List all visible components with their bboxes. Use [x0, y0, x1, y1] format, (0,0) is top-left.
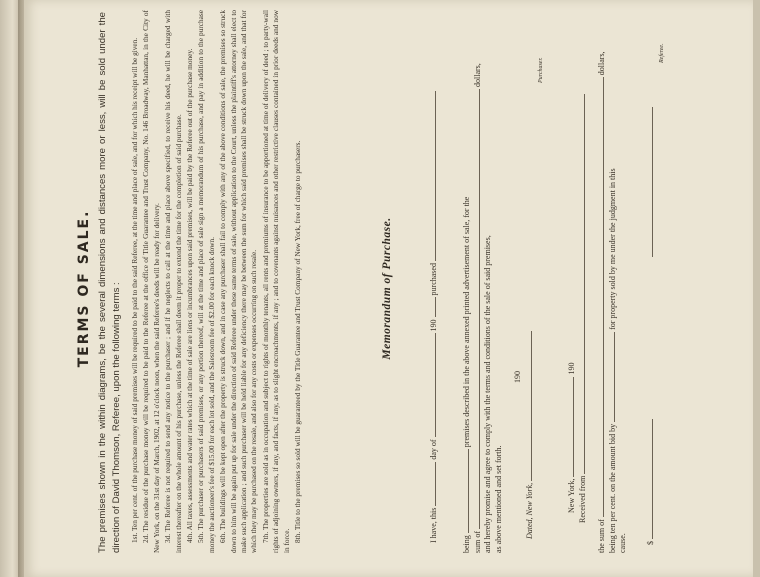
terms-intro: The premises shown in the within diagrams, be the several dimensions and distances more or less, will be sold under the direction of David Thomson, Referee, upon the following terms : — [97, 12, 122, 553]
memo-line1-prefix: I have, this — [429, 507, 438, 543]
new-york-row — [565, 4, 576, 553]
year-b: 190 — [567, 362, 576, 375]
purchaser-label: Purchaser. — [538, 57, 544, 83]
right-page-edge — [753, 0, 760, 577]
dated-row — [523, 4, 534, 553]
clause-7: 7th. The properties are sold as in occupation and subject to rights of monthly tenants, all rents and premiums of insurance to be apportioned at time of delivery of deed ; to party-wall rights of adjoining owners, if any, and facts, if any, as to slight encroachments, if any ; and to covenants against nuisances and other restrictive clauses contained in prior deeds and now in force. — [260, 10, 291, 553]
year-a: 190 — [513, 371, 522, 383]
memo-line-4: and hereby promise and agree to comply with the terms and conditions of the sale of said premises, — [483, 235, 492, 553]
received-blank[interactable] — [576, 94, 585, 474]
sum-amount-blank[interactable] — [595, 77, 604, 517]
for-property-label: for property sold by me under the judgment in this — [608, 168, 617, 330]
memo-line-5: as above mentioned and set forth. — [494, 445, 503, 553]
memo-line1-day: day of — [429, 439, 438, 460]
being-ten-row — [606, 4, 617, 553]
day-blank[interactable] — [427, 462, 436, 506]
memo-line2-prefix: being — [462, 535, 471, 553]
being-blank[interactable] — [460, 449, 469, 533]
clause-3: 3d. The Referee is not required to send any notice to the purchaser ; and if he neglects to call at the time and place above specified, to receive his deed, he will be charged with interest thereafter on the whole amount of his purchase, unless the Referee shall deem it proper to extend the time for the completion of said purchase. — [163, 10, 183, 553]
memo-line3-suffix: dollars, — [473, 63, 482, 87]
sum-row — [595, 4, 606, 553]
terms-clauses — [130, 10, 304, 553]
cause-row: cause. — [618, 533, 627, 553]
being-ten-label: being ten per cent. on the amount bid by — [608, 423, 617, 553]
memo-line-1 — [427, 4, 438, 553]
year-row-a — [512, 4, 523, 553]
memo-line2-suffix: premises described in the above annexed printed advertisement of sale, for the — [462, 196, 471, 448]
referee-label-row — [655, 4, 666, 553]
clause-8: 8th. Title to the premises so sold will be guaranteed by the Title Guarantee and Trust Company of New York, free of charge to purchasers. — [293, 140, 303, 543]
terms-of-sale-section — [22, 4, 367, 573]
sum-blank[interactable] — [471, 89, 480, 529]
month-blank[interactable] — [427, 333, 436, 437]
memo-line1-suffix: purchased — [429, 263, 438, 296]
clause-2: 2d. The residue of the purchase money will be required to be paid to the Referee at the office of Title Guarantee and Trust Company, No. 146 Broadway, Manhattan, in the City of New York, on the 31st day of March, 1902, at 12 o'clock noon, when the said Referee's deeds will be ready for delivery. — [141, 10, 161, 553]
memo-title: Memorandum of Purchase. — [381, 217, 393, 360]
purchased-blank[interactable] — [427, 91, 436, 261]
sum-label: the sum of — [597, 519, 606, 553]
clause-1: 1st. Ten per cent. of the purchase money of said premises will be required to be paid to the said Referee, at the time and place of sale, and for which his receipt will be given. — [130, 37, 139, 543]
dollar-blank[interactable] — [644, 419, 653, 539]
purchaser-row — [534, 4, 545, 553]
memorandum-section — [374, 4, 724, 573]
memo-line3-prefix: sum of — [473, 531, 482, 553]
clause-6: 6th. The buildings will be kept open after the property is struck down, and in case any purchaser shall fail to comply with any of the above conditions of sale, the premises so struck down to him will be again put up for sale under the direction of said Referee under these same terms of sale, without application to the Court, unless the plaintiff's attorney shall elect to make such application ; and such purchaser will be held liable for any deficiency there may be between the sum for which said premises shall be struck down upon the sale, and that for which they may be purchased on the resale, and also for any costs or expenses occurring on such resale. — [218, 10, 259, 553]
left-page-edge — [0, 0, 18, 577]
dated-label: Dated, New York, — [525, 482, 534, 539]
clause-5: 5th. The purchaser or purchasers of said premises, or any portion thereof, will at the time and place of sale sign a memorandum of his purchase, and pay in addition to the purchase money the auctioneer's fee of $15.00 for each lot sold, and the Salesroom fee of $2.00 for each knock down. — [196, 10, 216, 553]
dated-blank[interactable] — [523, 331, 532, 481]
referee-row — [644, 4, 655, 553]
clause-4: 4th. All taxes, assessments and water rates which at the time of sale are liens or incumbrances upon said premises, will be paid by the Referee out of the purchase money. — [185, 48, 195, 543]
bidder-blank[interactable] — [606, 332, 615, 422]
new-york-blank[interactable] — [565, 377, 574, 477]
sum-dollars: dollars, — [597, 51, 606, 76]
referee-label: Referee. — [659, 43, 665, 63]
terms-title: TERMS OF SALE. — [76, 209, 92, 368]
new-york-label: New York, — [567, 478, 576, 513]
memo-line-3 — [471, 4, 482, 553]
received-row — [576, 4, 587, 553]
referee-signature-blank[interactable] — [644, 107, 653, 257]
rotated-document — [22, 4, 728, 573]
year-blank[interactable] — [427, 297, 436, 317]
dollar-sign: $ — [646, 541, 655, 545]
memo-line1-year: 190 — [429, 319, 438, 332]
memo-line-2 — [460, 4, 471, 553]
received-label: Received from — [578, 475, 587, 523]
